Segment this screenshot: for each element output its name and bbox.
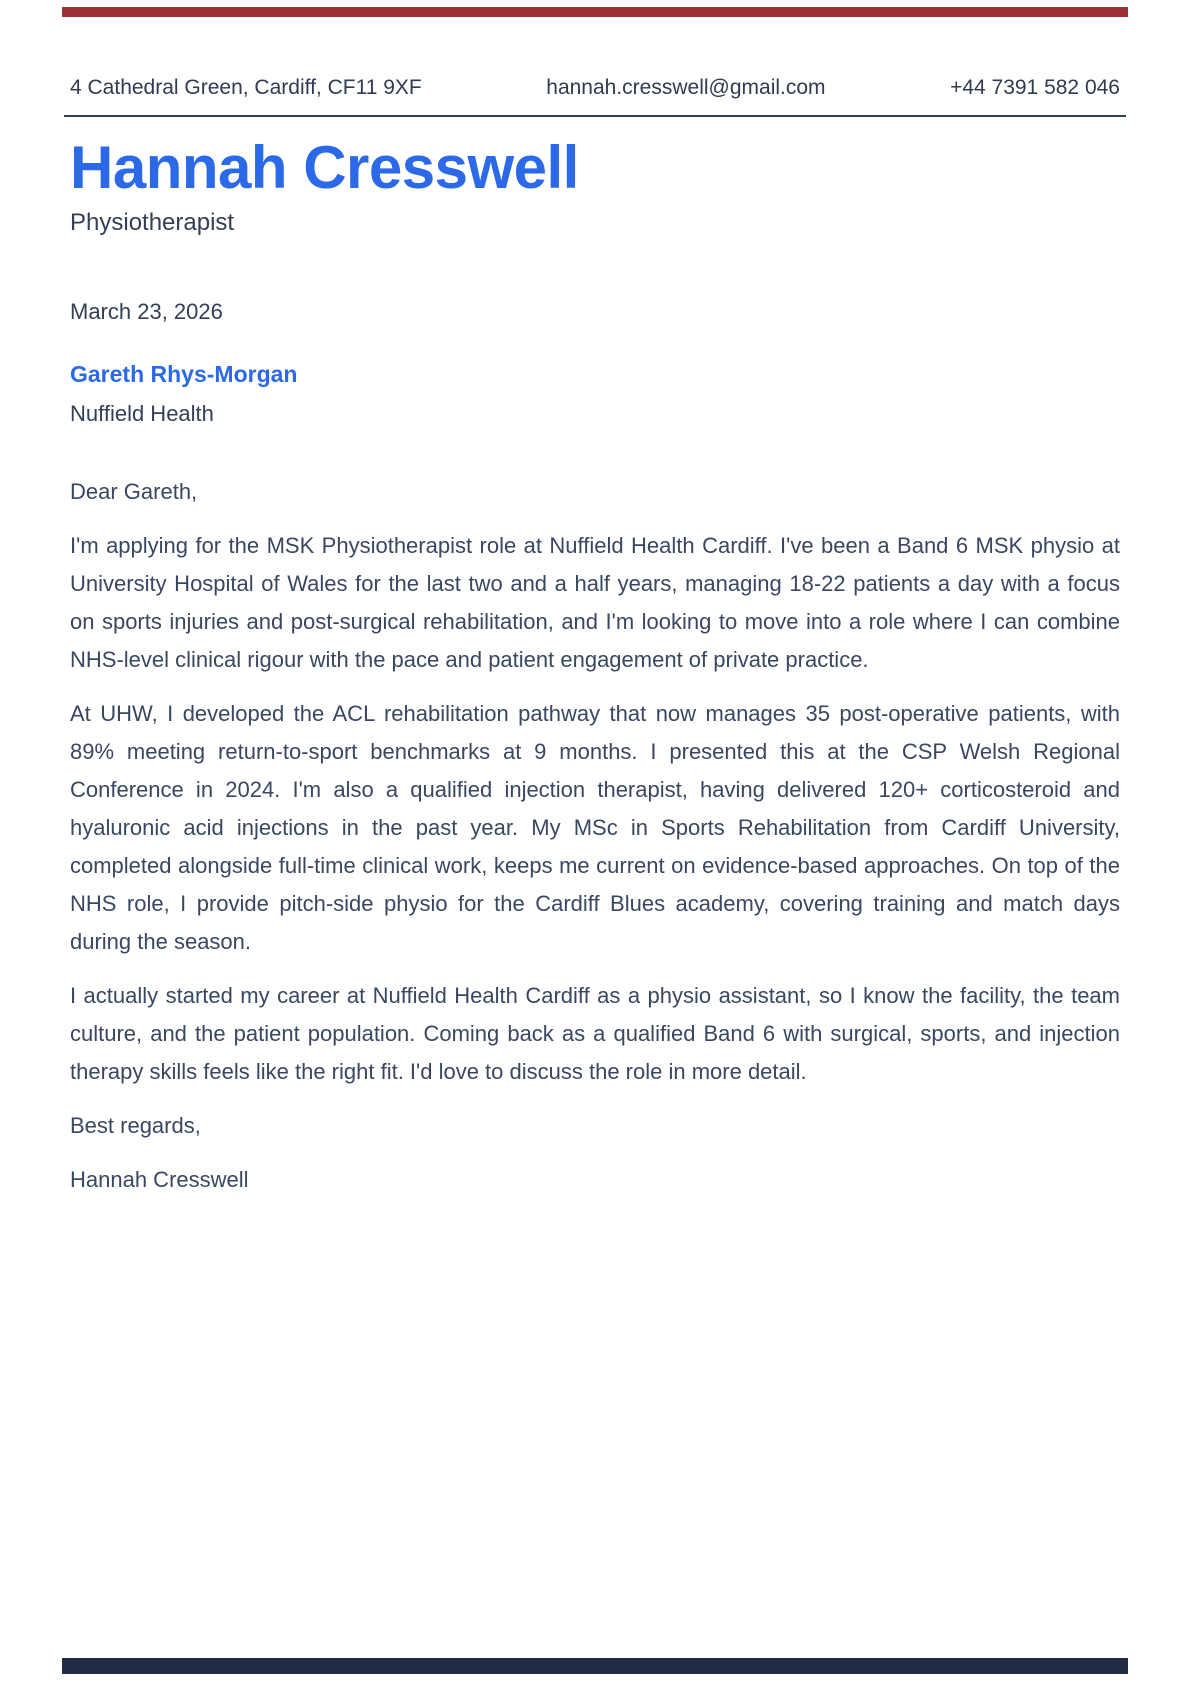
- header-divider: [64, 115, 1126, 117]
- contact-phone: +44 7391 582 046: [950, 76, 1120, 99]
- contact-address: 4 Cathedral Green, Cardiff, CF11 9XF: [70, 76, 422, 99]
- paragraph-3: I actually started my career at Nuffield Health Cardiff as a physio assistant, so I know the facility, the team culture, and the patient population. Coming back as a qualified Band 6 with surgical, sports, and injection therapy skills feels like the right fit. I'd love to discuss the role in more detail.: [70, 983, 1120, 1084]
- bottom-accent-bar: [62, 1658, 1128, 1674]
- letter-body: [70, 473, 1120, 1199]
- top-accent-bar: [62, 7, 1128, 17]
- recipient-block: [0, 361, 1190, 427]
- applicant-name: Hannah Cresswell: [70, 134, 579, 201]
- recipient-name: Gareth Rhys-Morgan: [70, 361, 298, 387]
- contact-email: hannah.cresswell@gmail.com: [546, 76, 826, 99]
- paragraph-1: I'm applying for the MSK Physiotherapist role at Nuffield Health Cardiff. I've been a Band 6 MSK physio at University Hospital of Wales for the last two and a half years, managing 18-22 patients a day with a focus on sports injuries and post-surgical rehabilitation, and I'm looking to move into a role where I can combine NHS-level clinical rigour with the pace and patient engagement of private practice.: [70, 533, 1120, 672]
- signature-name: Hannah Cresswell: [70, 1167, 249, 1192]
- closing-phrase: Best regards,: [70, 1113, 201, 1138]
- applicant-job-title: Physiotherapist: [70, 209, 235, 236]
- letter-date: March 23, 2026: [70, 299, 223, 324]
- salutation: Dear Gareth,: [70, 479, 198, 504]
- recipient-company: Nuffield Health: [70, 401, 214, 426]
- paragraph-2: At UHW, I developed the ACL rehabilitation pathway that now manages 35 post-operative patients, with 89% meeting return-to-sport benchmarks at 9 months. I presented this at the CSP Welsh Regional Conference in 2024. I'm also a qualified injection therapist, having delivered 120+ corticosteroid and hyaluronic acid injections in the past year. My MSc in Sports Rehabilitation from Cardiff University, completed alongside full-time clinical work, keeps me current on evidence-based approaches. On top of the NHS role, I provide pitch-side physio for the Cardiff Blues academy, covering training and match days during the season.: [70, 701, 1120, 954]
